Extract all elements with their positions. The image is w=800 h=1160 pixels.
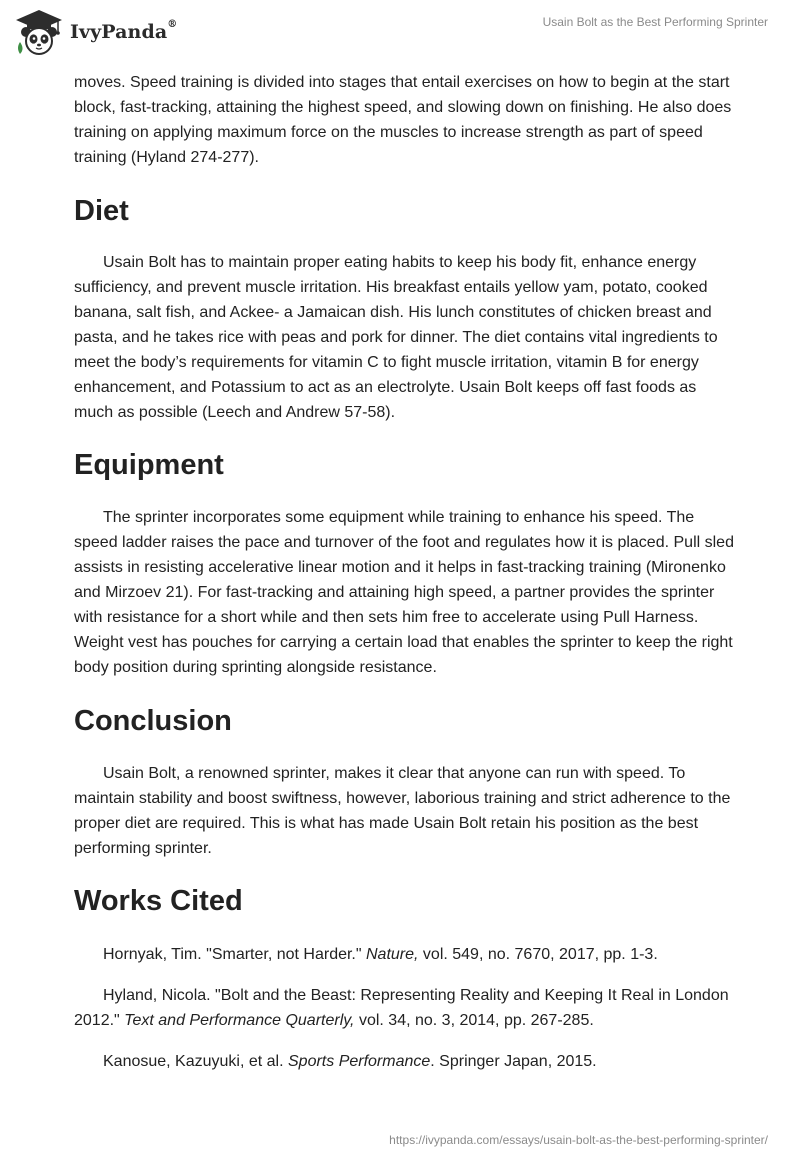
page-header: [0, 0, 800, 64]
citation-entry: Kanosue, Kazuyuki, et al. Sports Performance. Springer Japan, 2015.: [103, 1053, 597, 1070]
works-cited-heading: Works Cited: [74, 885, 243, 917]
intro-paragraph: moves. Speed training is divided into stages that entail exercises on how to begin at the start block, fast-tracking, attaining the highest speed, and slowing down on finishing. He also does training on applying maximum force on the muscles to increase strength as part of speed training (Hyland 274-277).: [74, 74, 732, 166]
brand-name: IvyPanda®: [70, 19, 178, 43]
document-title: Usain Bolt as the Best Performing Sprinter: [542, 15, 768, 29]
brand-logo[interactable]: [14, 8, 177, 56]
section-heading-equipment: Equipment: [74, 449, 224, 481]
section-paragraph-diet: Usain Bolt has to maintain proper eating habits to keep his body fit, enhance energy sufficiency, and prevent muscle irritation. His breakfast entails yellow yam, potato, cooked banana, salt fish, and Ackee- a Jamaican dish. His lunch constitutes of chicken breast and pasta, and he takes rice with peas and pork for dinner. The diet contains vital ingredients to meet the body’s requirements for vitamin C to fight muscle irritation, vitamin B for energy enhancement, and Potassium to act as an electrolyte. Usain Bolt keeps off fast foods as much as possible (Leech and Andrew 57-58).: [74, 254, 718, 421]
essay-content: [74, 70, 734, 1090]
section-paragraph-conclusion: Usain Bolt, a renowned sprinter, makes it clear that anyone can run with speed. To maintain stability and boost swiftness, however, laborious training and strict adherence to the proper diet are required. This is what has made Usain Bolt retain his position as the best performing sprinter.: [74, 765, 731, 857]
panda-graduate-icon: [14, 8, 64, 56]
section-paragraph-equipment: The sprinter incorporates some equipment while training to enhance his speed. The speed ladder raises the pace and turnover of the foot and regulates how it is placed. Pull sled assists in resisting accelerative linear motion and it helps in fast-tracking training (Mironenko and Mirzoev 21). For fast-tracking and attaining high speed, a partner provides the sprinter with resistance for a short while and then sets him free to accelerate using Pull Harness. Weight vest has pouches for carrying a certain load that enables the sprinter to keep the right body position during sprinting alongside resistance.: [74, 509, 734, 676]
section-heading-diet: Diet: [74, 195, 129, 227]
source-url[interactable]: https://ivypanda.com/essays/usain-bolt-as-the-best-performing-sprinter/: [389, 1133, 768, 1147]
citation-entry: Hyland, Nicola. "Bolt and the Beast: Representing Reality and Keeping It Real in London 2012." Text and Performance Quarterly, vol. 34, no. 3, 2014, pp. 267-285.: [74, 987, 729, 1029]
citation-entry: Hornyak, Tim. "Smarter, not Harder." Nature, vol. 549, no. 7670, 2017, pp. 1-3.: [103, 946, 658, 963]
section-heading-conclusion: Conclusion: [74, 705, 232, 737]
